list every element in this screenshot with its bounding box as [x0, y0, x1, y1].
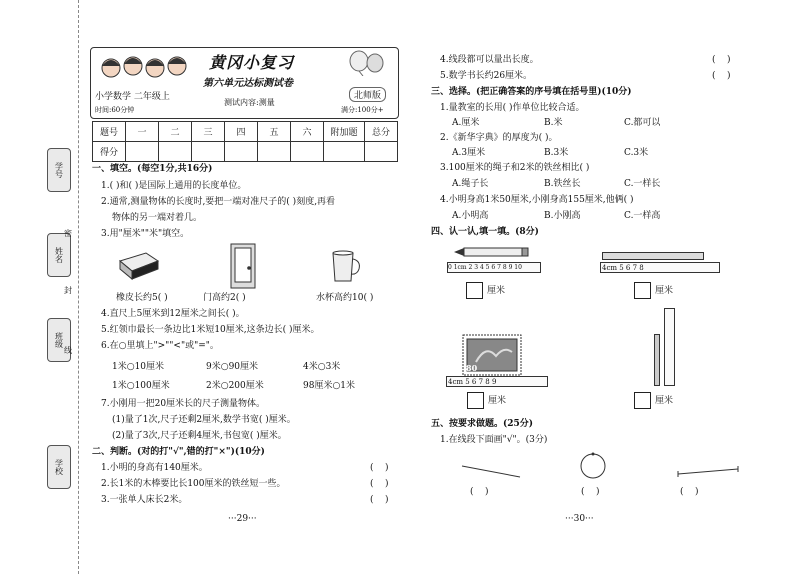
binding-strip [0, 0, 79, 574]
answer-box[interactable] [467, 392, 484, 409]
door-image [225, 242, 261, 290]
fill-q7-part1: (1)量了1次,尺子还剩2厘米,数学书宽( )厘米。 [112, 415, 296, 425]
choice-option: C.一样高 [624, 211, 661, 221]
score-header-cell: 三 [192, 122, 225, 142]
score-header-cell: 一 [126, 122, 159, 142]
choice-option: B.铁丝长 [544, 179, 581, 189]
score-cell[interactable] [365, 142, 398, 162]
unit-title: 第六单元达标测试卷 [203, 78, 293, 89]
score-header-cell: 附加题 [324, 122, 365, 142]
cut-mark-xian: 线 [64, 346, 72, 355]
vertical-stick [654, 334, 660, 386]
choice-option: A.绳子长 [452, 179, 489, 189]
score-header-cell: 二 [159, 122, 192, 142]
answer-box[interactable] [634, 282, 651, 299]
pencil-image [452, 243, 532, 261]
choice-option: C.都可以 [624, 118, 661, 128]
choice-q4: 4.小明身高1米50厘米,小刚身高155厘米,他俩( ) [440, 195, 634, 205]
judge-q2: 2.长1米的木棒要比长100厘米的铁丝短一些。 [101, 479, 286, 489]
compare-item: 98厘米○1米 [303, 381, 356, 391]
fill-q3-item-door: 门高约2( ) [203, 293, 246, 303]
score-header-cell: 总分 [365, 122, 398, 142]
section-5-title: 五、按要求做题。(25分) [431, 419, 534, 429]
choice-q1: 1.量教室的长用( )作单位比较合适。 [440, 103, 585, 113]
brand-title: 黄冈小复习 [209, 53, 295, 72]
choice-option: B.小刚高 [544, 211, 581, 221]
test-content: 测试内容:测量 [224, 98, 275, 107]
section-4-title: 四、认一认,填一填。(8分) [431, 227, 539, 237]
score-cell[interactable] [324, 142, 365, 162]
header-box [90, 47, 399, 119]
time-limit: 时间:60分钟 [95, 106, 135, 114]
score-cell[interactable] [291, 142, 324, 162]
fill-q3-item-cup: 水杯高约10( ) [316, 293, 374, 303]
compare-item: 2米○200厘米 [206, 381, 264, 391]
side-label-class: 班级 [47, 318, 71, 362]
choice-q2: 2.《新华字典》的厚度为( )。 [440, 133, 558, 143]
choice-option: B.3米 [544, 148, 569, 158]
score-table [92, 121, 398, 162]
cut-mark-feng: 封 [64, 286, 72, 295]
cut-mark-mi: 密 [64, 229, 72, 238]
fill-q5: 5.红领巾最长一条边比1米短10厘米,这条边长( )厘米。 [101, 325, 320, 335]
unit-label-cm: 厘米 [487, 286, 506, 296]
side-label-name: 姓名 [47, 233, 71, 277]
judge-q3: 3.一张单人床长2米。 [101, 495, 188, 505]
page-number-value: 29 [236, 514, 249, 524]
section-1-title: 一、填空。(每空1分,共16分) [92, 164, 213, 174]
ruler-3-scale: 4cm 5 6 7 8 9 [448, 378, 497, 386]
judge-answer-paren[interactable]: ( ) [370, 463, 389, 473]
judge-q1: 1.小明的身高有140厘米。 [101, 463, 208, 473]
eraser-image [116, 247, 162, 283]
choice-q3: 3.100厘米的绳子和2米的铁丝相比( ) [440, 163, 590, 173]
subject-grade: 小学数学 二年级上 [95, 92, 170, 102]
choice-option: A.厘米 [452, 118, 480, 128]
score-table-header-row [93, 122, 398, 142]
judge-q4: 4.线段都可以量出长度。 [440, 55, 539, 65]
fill-q2-line2: 物体的另一端对着几。 [112, 213, 203, 223]
measured-bar [602, 252, 704, 260]
choice-option: A.小明高 [452, 211, 489, 221]
problem-1: 1.在线段下面画"√"。(3分) [440, 435, 548, 445]
fill-q2-line1: 2.通常,测量物体的长度时,要把一端对准尺子的( )刻度,再看 [101, 197, 336, 207]
side-label-student-id: 学号 [47, 148, 71, 192]
score-cell[interactable] [192, 142, 225, 162]
score-header-cell: 五 [258, 122, 291, 142]
choice-option: C.一样长 [624, 179, 661, 189]
score-header-cell: 题号 [93, 122, 126, 142]
choice-option: B.米 [544, 118, 563, 128]
score-cell[interactable] [159, 142, 192, 162]
judge-answer-paren[interactable]: ( ) [370, 495, 389, 505]
judge-answer-paren[interactable]: ( ) [712, 55, 731, 65]
vertical-ruler [664, 308, 675, 386]
cup-image [328, 249, 364, 285]
score-cell[interactable] [126, 142, 159, 162]
section-2-title: 二、判断。(对的打"√",错的打"×")(10分) [92, 447, 265, 457]
judge-q5: 5.数学书长约26厘米。 [440, 71, 533, 81]
choice-option: C.3米 [624, 148, 649, 158]
fill-q1: 1.( )和( )是国际上通用的长度单位。 [101, 181, 247, 191]
compare-item: 1米○100厘米 [112, 381, 170, 391]
fill-q4: 4.直尺上5厘米到12厘米之间长( )。 [101, 309, 245, 319]
full-score: 满分:100分+ [341, 106, 384, 114]
page-number-left: ···29··· [228, 514, 257, 524]
score-table-row [93, 142, 398, 162]
page-number-right: ···30··· [565, 514, 594, 524]
page-number-value: 30 [573, 514, 586, 524]
unit-label-cm: 厘米 [655, 286, 674, 296]
compare-item: 9米○90厘米 [206, 362, 259, 372]
answer-box[interactable] [466, 282, 483, 299]
answer-paren[interactable]: ( ) [581, 487, 600, 497]
score-cell[interactable] [225, 142, 258, 162]
unit-label-cm: 厘米 [655, 396, 674, 406]
unit-label-cm: 厘米 [488, 396, 507, 406]
compare-item: 4米○3米 [303, 362, 341, 372]
ruler-2-scale: 4cm 5 6 7 8 [602, 264, 644, 272]
answer-box[interactable] [634, 392, 651, 409]
fill-q3: 3.用"厘米""米"填空。 [101, 229, 190, 239]
fill-q3-item-eraser: 橡皮长约5( ) [116, 293, 168, 303]
fill-q7-part2: (2)量了3次,尺子还剩4厘米,书包宽( )厘米。 [112, 431, 287, 441]
judge-answer-paren[interactable]: ( ) [370, 479, 389, 489]
score-row-label: 得分 [93, 142, 126, 162]
children-illustration [97, 52, 197, 86]
fill-q7: 7.小刚用一把20厘米长的尺子测量物体。 [101, 399, 266, 409]
stamp-value: 80 [466, 363, 478, 373]
score-header-cell: 六 [291, 122, 324, 142]
judge-answer-paren[interactable]: ( ) [712, 71, 731, 81]
compare-item: 1米○10厘米 [112, 362, 165, 372]
choice-option: A.3厘米 [452, 148, 486, 158]
ruler-1-scale: 0 1cm 2 3 4 5 6 7 8 9 10 [448, 264, 522, 271]
balloon-illustration [341, 50, 391, 76]
answer-paren[interactable]: ( ) [470, 487, 489, 497]
lines-figures [456, 452, 746, 502]
score-cell[interactable] [258, 142, 291, 162]
edition-badge: 北师版 [349, 87, 386, 102]
side-label-school: 学校 [47, 445, 71, 489]
section-3-title: 三、选择。(把正确答案的序号填在括号里)(10分) [431, 87, 632, 97]
score-header-cell: 四 [225, 122, 258, 142]
fill-q6: 6.在○里填上">""<"或"="。 [101, 341, 219, 351]
answer-paren[interactable]: ( ) [680, 487, 699, 497]
